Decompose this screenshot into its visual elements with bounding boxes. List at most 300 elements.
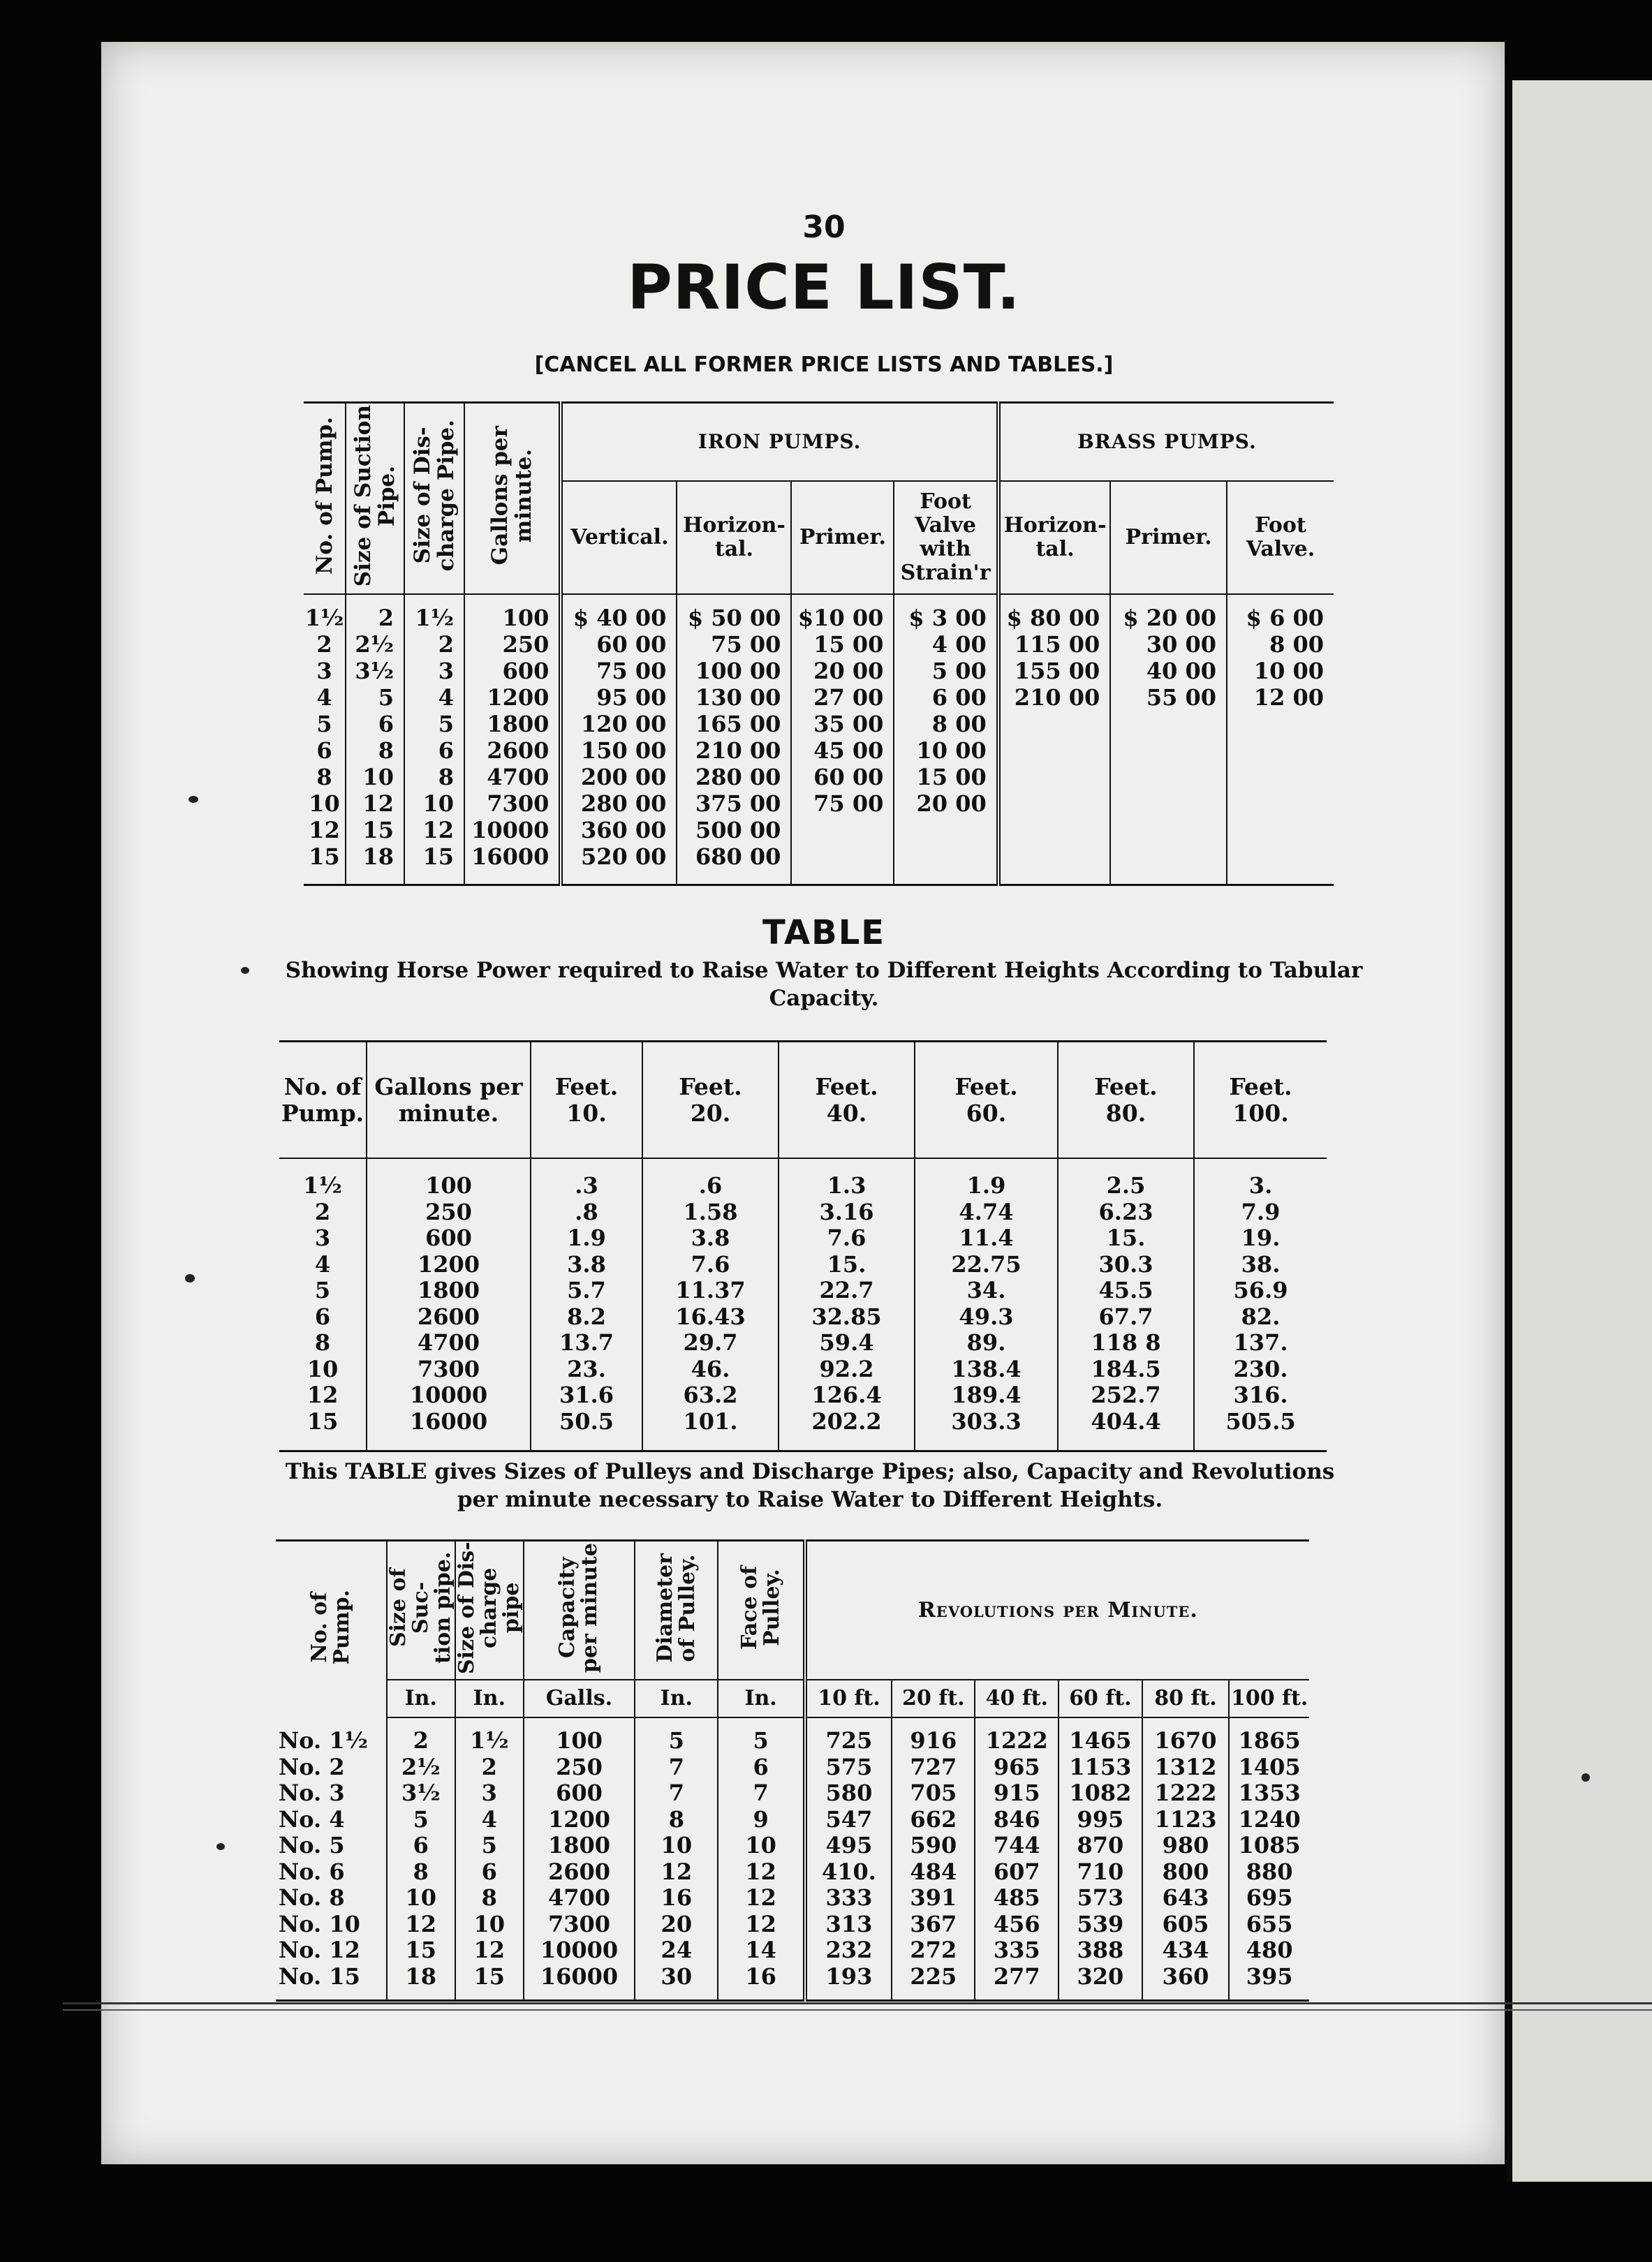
suction-cell: 12 (346, 790, 404, 817)
scan-speck (1581, 1773, 1590, 1782)
adjacent-page-edge (1507, 80, 1652, 2182)
hp-pump-cell: 15 (279, 1409, 367, 1451)
header-suction: Size of Suction Pipe. (346, 403, 404, 595)
pulley-r20-cell: 662 (892, 1807, 975, 1833)
pulley-r100-cell: 395 (1229, 1964, 1309, 2001)
pump-no-cell: 12 (309, 817, 340, 843)
pulley-r80-cell: 1670 (1142, 1717, 1230, 1754)
hp-f20-cell: 29.7 (642, 1330, 779, 1357)
iron-primer-price: 45 00 (791, 737, 894, 764)
iron-vertical-price: $ 40 00 (561, 594, 677, 631)
pulley-r40-cell: 744 (975, 1833, 1059, 1859)
pulley-r10-cell: 313 (805, 1912, 892, 1938)
hp-f60-cell: 89. (915, 1330, 1058, 1357)
pulley-discharge-cell: 1½ (455, 1717, 524, 1754)
pulley-header-capacity: Capacity per minute (524, 1541, 635, 1680)
brass-horizontal-price (998, 711, 1111, 737)
hp-gallons-cell: 250 (367, 1199, 531, 1226)
pulley-r100-cell: 1865 (1229, 1717, 1309, 1754)
gallons-cell: 16000 (464, 843, 561, 885)
pulley-pump-cell: No. 1½ (279, 1727, 368, 1754)
horse-power-row (279, 1382, 1327, 1409)
hp-f100-cell: 230. (1194, 1357, 1327, 1383)
pulley-row (276, 1964, 1309, 2001)
pulley-r40-cell: 607 (975, 1859, 1059, 1886)
pulley-pump-cell: No. 2 (279, 1753, 345, 1780)
pulley-r40-cell: 1222 (975, 1717, 1059, 1754)
unit-diameter: In. (635, 1680, 718, 1717)
brass-foot-valve-price (1227, 790, 1334, 817)
brass-foot-valve-price (1227, 843, 1334, 885)
pulley-r20-cell: 391 (892, 1885, 975, 1912)
iron-vertical-price: 360 00 (561, 817, 677, 843)
hp-pump-cell: 3 (314, 1225, 331, 1251)
hp-f100-cell: 137. (1194, 1330, 1327, 1357)
gallons-cell: 7300 (464, 790, 561, 817)
pulley-r80-cell: 800 (1142, 1859, 1230, 1886)
price-table (304, 401, 1334, 886)
hp-f60-cell: 138.4 (915, 1357, 1058, 1383)
pulley-r100-cell: 695 (1229, 1885, 1309, 1912)
brass-horizontal-price (998, 764, 1111, 790)
pulley-r60-cell: 1082 (1059, 1780, 1142, 1807)
hp-f20-cell: 46. (642, 1357, 779, 1383)
price-row (304, 817, 1334, 843)
pulley-row (276, 1807, 1309, 1833)
page-number: 30 (802, 209, 846, 245)
discharge-cell: 5 (404, 711, 464, 737)
pulley-pump-cell: No. 12 (279, 1937, 360, 1963)
discharge-cell: 4 (404, 684, 464, 711)
hp-header-feet-10: Feet. 10. (531, 1042, 642, 1159)
hp-f20-cell: 101. (642, 1409, 779, 1451)
header-brass-pumps: BRASS PUMPS. (998, 403, 1334, 482)
pulley-row (276, 1780, 1309, 1807)
hp-f80-cell: 184.5 (1058, 1357, 1194, 1383)
pulley-diameter-cell: 20 (635, 1912, 718, 1938)
brass-horizontal-price: 155 00 (998, 658, 1111, 684)
scan-speck (185, 1274, 195, 1282)
pulley-r100-cell: 480 (1229, 1937, 1309, 1964)
suction-cell: 2 (346, 594, 404, 631)
suction-cell: 10 (346, 764, 404, 790)
hp-f60-cell: 49.3 (915, 1304, 1058, 1331)
pulley-suction-cell: 8 (387, 1859, 455, 1886)
hp-f20-cell: 16.43 (642, 1304, 779, 1331)
iron-primer-price: 35 00 (791, 711, 894, 737)
hp-f60-cell: 189.4 (915, 1382, 1058, 1409)
rev-header-40ft: 40 ft. (975, 1680, 1059, 1717)
pump-no-cell: 6 (316, 737, 332, 764)
brass-primer-price (1110, 711, 1227, 737)
hp-f40-cell: 7.6 (779, 1225, 915, 1252)
brass-horizontal-price: 210 00 (998, 684, 1111, 711)
hp-f80-cell: 252.7 (1058, 1382, 1194, 1409)
pulley-diameter-cell: 10 (635, 1833, 718, 1859)
iron-foot-valve-price: 20 00 (894, 790, 998, 817)
pulley-r100-cell: 1353 (1229, 1780, 1309, 1807)
pulley-face-cell: 14 (718, 1937, 804, 1964)
price-row (304, 658, 1334, 684)
pulley-r10-cell: 725 (805, 1717, 892, 1754)
pulley-header-suction: Size of Suc- tion pipe. (387, 1541, 455, 1680)
page-title: PRICE LIST. (627, 251, 1021, 323)
hp-f20-cell: 1.58 (642, 1199, 779, 1226)
iron-horizontal-price: 165 00 (677, 711, 791, 737)
pulley-discharge-cell: 10 (455, 1912, 524, 1938)
pulley-discharge-cell: 6 (455, 1859, 524, 1886)
pulley-r20-cell: 705 (892, 1780, 975, 1807)
pulley-capacity-cell: 1800 (524, 1833, 635, 1859)
discharge-cell: 8 (404, 764, 464, 790)
pulley-r60-cell: 710 (1059, 1859, 1142, 1886)
hp-f60-cell: 4.74 (915, 1199, 1058, 1226)
hp-f10-cell: 31.6 (531, 1382, 642, 1409)
discharge-cell: 2 (404, 631, 464, 658)
pulley-suction-cell: 2 (387, 1717, 455, 1754)
pulley-r100-cell: 1240 (1229, 1807, 1309, 1833)
gallons-cell: 1800 (464, 711, 561, 737)
pulley-capacity-cell: 600 (524, 1780, 635, 1807)
price-row (304, 764, 1334, 790)
iron-horizontal-price: 500 00 (677, 817, 791, 843)
pulley-diameter-cell: 5 (635, 1717, 718, 1754)
pump-no-cell: 1½ (304, 605, 344, 631)
iron-foot-valve-price: $ 3 00 (894, 594, 998, 631)
iron-primer-price: 27 00 (791, 684, 894, 711)
hp-pump-cell: 1½ (303, 1172, 342, 1199)
discharge-cell: 1½ (404, 594, 464, 631)
iron-primer-price: 15 00 (791, 631, 894, 658)
iron-foot-valve-price (894, 843, 998, 885)
pulley-face-cell: 9 (718, 1807, 804, 1833)
pulley-r20-cell: 484 (892, 1859, 975, 1886)
gallons-cell: 4700 (464, 764, 561, 790)
pump-no-cell: 5 (316, 711, 332, 737)
suction-cell: 3½ (346, 658, 404, 684)
iron-primer-price: 75 00 (791, 790, 894, 817)
iron-vertical-price: 200 00 (561, 764, 677, 790)
pulley-r80-cell: 434 (1142, 1937, 1230, 1964)
brass-primer-price: $ 20 00 (1110, 594, 1227, 631)
iron-vertical-price: 120 00 (561, 711, 677, 737)
rev-header-20ft: 20 ft. (892, 1680, 975, 1717)
brass-horizontal-price (998, 843, 1111, 885)
hp-gallons-cell: 10000 (367, 1382, 531, 1409)
pulley-capacity-cell: 10000 (524, 1937, 635, 1964)
iron-horizontal-price: 130 00 (677, 684, 791, 711)
header-pump-no: No. of Pump. (304, 403, 346, 595)
iron-vertical-price: 75 00 (561, 658, 677, 684)
pulley-pump-cell: No. 8 (279, 1884, 345, 1911)
pulley-discharge-cell: 3 (455, 1780, 524, 1807)
brass-foot-valve-price (1227, 711, 1334, 737)
iron-primer-price: $10 00 (791, 594, 894, 631)
pulley-suction-cell: 18 (387, 1964, 455, 2001)
pulley-r40-cell: 485 (975, 1885, 1059, 1912)
iron-foot-valve-price: 4 00 (894, 631, 998, 658)
iron-vertical-price: 95 00 (561, 684, 677, 711)
price-row (304, 594, 1334, 631)
header-gallons: Gallons per minute. (464, 403, 561, 595)
pulley-pump-cell: No. 3 (279, 1780, 345, 1806)
price-row (304, 631, 1334, 658)
pulley-r60-cell: 995 (1059, 1807, 1142, 1833)
pulley-discharge-cell: 8 (455, 1885, 524, 1912)
hp-f60-cell: 34. (915, 1278, 1058, 1304)
pulley-row (276, 1717, 1309, 1754)
pulley-face-cell: 12 (718, 1885, 804, 1912)
hp-f80-cell: 30.3 (1058, 1252, 1194, 1278)
pulley-pump-cell: No. 15 (276, 1964, 387, 2001)
pulley-r60-cell: 320 (1059, 1964, 1142, 2001)
price-row (304, 737, 1334, 764)
hp-f60-cell: 303.3 (915, 1409, 1058, 1451)
hp-f10-cell: 50.5 (531, 1409, 642, 1451)
horse-power-row (279, 1158, 1327, 1199)
scan-speck (189, 796, 198, 803)
gallons-cell: 600 (464, 658, 561, 684)
pulley-table (276, 1539, 1309, 2002)
suction-cell: 15 (346, 817, 404, 843)
hp-f40-cell: 1.3 (779, 1158, 915, 1199)
horse-power-row (279, 1225, 1327, 1252)
hp-f80-cell: 118 8 (1058, 1330, 1194, 1357)
pulley-r10-cell: 495 (805, 1833, 892, 1859)
hp-gallons-cell: 2600 (367, 1304, 531, 1331)
brass-foot-valve-price (1227, 764, 1334, 790)
header-iron-primer: Primer. (791, 481, 894, 594)
pump-no-cell: 15 (304, 843, 346, 885)
iron-primer-price: 20 00 (791, 658, 894, 684)
pulley-r20-cell: 590 (892, 1833, 975, 1859)
pulley-diameter-cell: 7 (635, 1754, 718, 1781)
pulley-suction-cell: 3½ (387, 1780, 455, 1807)
brass-horizontal-price (998, 817, 1111, 843)
pulley-r40-cell: 277 (975, 1964, 1059, 2001)
iron-foot-valve-price: 6 00 (894, 684, 998, 711)
pulley-r100-cell: 1405 (1229, 1754, 1309, 1781)
suction-cell: 18 (346, 843, 404, 885)
horse-power-row (279, 1199, 1327, 1226)
pulley-r20-cell: 272 (892, 1937, 975, 1964)
pulley-r100-cell: 655 (1229, 1912, 1309, 1938)
fold-line-lower (63, 2009, 1652, 2011)
hp-f80-cell: 45.5 (1058, 1278, 1194, 1304)
iron-horizontal-price: 100 00 (677, 658, 791, 684)
hp-f40-cell: 202.2 (779, 1409, 915, 1451)
iron-foot-valve-price: 10 00 (894, 737, 998, 764)
pulley-capacity-cell: 7300 (524, 1912, 635, 1938)
scan-speck (216, 1843, 225, 1850)
pump-no-cell: 10 (309, 790, 340, 817)
pulley-face-cell: 12 (718, 1859, 804, 1886)
brass-horizontal-price (998, 790, 1111, 817)
hp-f100-cell: 19. (1194, 1225, 1327, 1252)
hp-gallons-cell: 16000 (367, 1409, 531, 1451)
pulley-capacity-cell: 2600 (524, 1859, 635, 1886)
iron-foot-valve-price: 8 00 (894, 711, 998, 737)
hp-f80-cell: 2.5 (1058, 1158, 1194, 1199)
hp-pump-cell: 6 (314, 1303, 331, 1330)
iron-vertical-price: 280 00 (561, 790, 677, 817)
pulley-header-diameter: Diameter of Pulley. (635, 1541, 718, 1680)
header-iron-foot-valve: Foot Valve with Strain'r (894, 481, 998, 594)
pulley-r80-cell: 643 (1142, 1885, 1230, 1912)
brass-foot-valve-price: $ 6 00 (1227, 594, 1334, 631)
hp-header-gallons: Gallons per minute. (367, 1042, 531, 1159)
pulley-r20-cell: 916 (892, 1717, 975, 1754)
price-row (304, 790, 1334, 817)
pulley-r80-cell: 980 (1142, 1833, 1230, 1859)
hp-f10-cell: 23. (531, 1357, 642, 1383)
iron-foot-valve-price (894, 817, 998, 843)
pump-no-cell: 4 (316, 684, 332, 711)
hp-f100-cell: 316. (1194, 1382, 1327, 1409)
pulley-discharge-cell: 12 (455, 1937, 524, 1964)
iron-horizontal-price: 210 00 (677, 737, 791, 764)
gallons-cell: 10000 (464, 817, 561, 843)
fold-line (63, 2002, 1652, 2004)
pulley-r40-cell: 915 (975, 1780, 1059, 1807)
suction-cell: 8 (346, 737, 404, 764)
pulley-row (276, 1937, 1309, 1964)
pulley-discharge-cell: 4 (455, 1807, 524, 1833)
price-row (304, 711, 1334, 737)
pulley-discharge-cell: 2 (455, 1754, 524, 1781)
pulley-capacity-cell: 100 (524, 1717, 635, 1754)
cancel-note: [CANCEL ALL FORMER PRICE LISTS AND TABLES.] (534, 353, 1114, 377)
hp-f10-cell: 3.8 (531, 1252, 642, 1278)
iron-vertical-price: 520 00 (561, 843, 677, 885)
hp-f10-cell: 5.7 (531, 1278, 642, 1304)
unit-discharge: In. (455, 1680, 524, 1717)
hp-f80-cell: 67.7 (1058, 1304, 1194, 1331)
header-iron-pumps: IRON PUMPS. (561, 403, 998, 482)
pulley-capacity-cell: 250 (524, 1754, 635, 1781)
gallons-cell: 100 (464, 594, 561, 631)
pulley-suction-cell: 2½ (387, 1754, 455, 1781)
pulley-r40-cell: 335 (975, 1937, 1059, 1964)
hp-f100-cell: 3. (1194, 1158, 1327, 1199)
hp-f20-cell: 11.37 (642, 1278, 779, 1304)
hp-f40-cell: 15. (779, 1252, 915, 1278)
rev-header-100ft: 100 ft. (1229, 1680, 1309, 1717)
pulley-r10-cell: 547 (805, 1807, 892, 1833)
pulley-r40-cell: 965 (975, 1754, 1059, 1781)
brass-horizontal-price: 115 00 (998, 631, 1111, 658)
brass-primer-price: 40 00 (1110, 658, 1227, 684)
pulley-r80-cell: 1123 (1142, 1807, 1230, 1833)
pulley-suction-cell: 6 (387, 1833, 455, 1859)
pulley-r10-cell: 232 (805, 1937, 892, 1964)
hp-f40-cell: 3.16 (779, 1199, 915, 1226)
brass-foot-valve-price: 8 00 (1227, 631, 1334, 658)
pulley-r80-cell: 1312 (1142, 1754, 1230, 1781)
iron-foot-valve-price: 15 00 (894, 764, 998, 790)
suction-cell: 6 (346, 711, 404, 737)
hp-f40-cell: 22.7 (779, 1278, 915, 1304)
pulley-suction-cell: 15 (387, 1937, 455, 1964)
gallons-cell: 2600 (464, 737, 561, 764)
unit-capacity: Galls. (524, 1680, 635, 1717)
pulley-header-revolutions: Revolutions per Minute. (805, 1541, 1309, 1680)
pulley-face-cell: 5 (718, 1717, 804, 1754)
hp-f10-cell: 13.7 (531, 1330, 642, 1357)
hp-header-feet-40: Feet. 40. (779, 1042, 915, 1159)
hp-pump-cell: 12 (307, 1382, 339, 1408)
hp-header-feet-20: Feet. 20. (642, 1042, 779, 1159)
header-brass-foot-valve: Foot Valve. (1227, 481, 1334, 594)
iron-horizontal-price: $ 50 00 (677, 594, 791, 631)
pulley-r10-cell: 333 (805, 1885, 892, 1912)
pulley-diameter-cell: 24 (635, 1937, 718, 1964)
hp-header-pump: No. of Pump. (279, 1042, 367, 1159)
pulley-r10-cell: 580 (805, 1780, 892, 1807)
iron-primer-price (791, 843, 894, 885)
pulley-face-cell: 16 (718, 1964, 804, 2001)
discharge-cell: 15 (404, 843, 464, 885)
pump-no-cell: 3 (316, 658, 332, 684)
rev-header-60ft: 60 ft. (1059, 1680, 1142, 1717)
pulley-suction-cell: 10 (387, 1885, 455, 1912)
pulley-face-cell: 7 (718, 1780, 804, 1807)
brass-foot-valve-price (1227, 737, 1334, 764)
hp-f100-cell: 38. (1194, 1252, 1327, 1278)
gallons-cell: 1200 (464, 684, 561, 711)
hp-f60-cell: 22.75 (915, 1252, 1058, 1278)
pulley-suction-cell: 12 (387, 1912, 455, 1938)
hp-f10-cell: 1.9 (531, 1225, 642, 1252)
hp-pump-cell: 8 (314, 1329, 331, 1356)
discharge-cell: 6 (404, 737, 464, 764)
pulley-r10-cell: 575 (805, 1754, 892, 1781)
pulley-row (276, 1859, 1309, 1886)
hp-gallons-cell: 1800 (367, 1278, 531, 1304)
hp-f60-cell: 11.4 (915, 1225, 1058, 1252)
pulley-r60-cell: 1465 (1059, 1717, 1142, 1754)
iron-foot-valve-price: 5 00 (894, 658, 998, 684)
hp-header-feet-80: Feet. 80. (1058, 1042, 1194, 1159)
pulley-discharge-cell: 15 (455, 1964, 524, 2001)
hp-f10-cell: .8 (531, 1199, 642, 1226)
pulley-r100-cell: 1085 (1229, 1833, 1309, 1859)
pulley-r10-cell: 410. (805, 1859, 892, 1886)
header-iron-vertical: Vertical. (561, 481, 677, 594)
brass-primer-price (1110, 764, 1227, 790)
pulley-diameter-cell: 30 (635, 1964, 718, 2001)
header-brass-primer: Primer. (1110, 481, 1227, 594)
pulley-r20-cell: 225 (892, 1964, 975, 2001)
horse-power-table (279, 1040, 1327, 1452)
pulley-capacity-cell: 1200 (524, 1807, 635, 1833)
horse-power-table-title: TABLE (762, 913, 886, 952)
hp-gallons-cell: 600 (367, 1225, 531, 1252)
pulley-r40-cell: 846 (975, 1807, 1059, 1833)
hp-pump-cell: 4 (314, 1250, 331, 1278)
hp-f10-cell: 8.2 (531, 1304, 642, 1331)
hp-pump-cell: 10 (307, 1355, 339, 1382)
price-row (304, 684, 1334, 711)
pulley-r20-cell: 727 (892, 1754, 975, 1781)
hp-f80-cell: 6.23 (1058, 1199, 1194, 1226)
pulley-row (276, 1885, 1309, 1912)
brass-primer-price (1110, 790, 1227, 817)
hp-f40-cell: 59.4 (779, 1330, 915, 1357)
hp-f10-cell: .3 (531, 1158, 642, 1199)
suction-cell: 2½ (346, 631, 404, 658)
iron-vertical-price: 60 00 (561, 631, 677, 658)
